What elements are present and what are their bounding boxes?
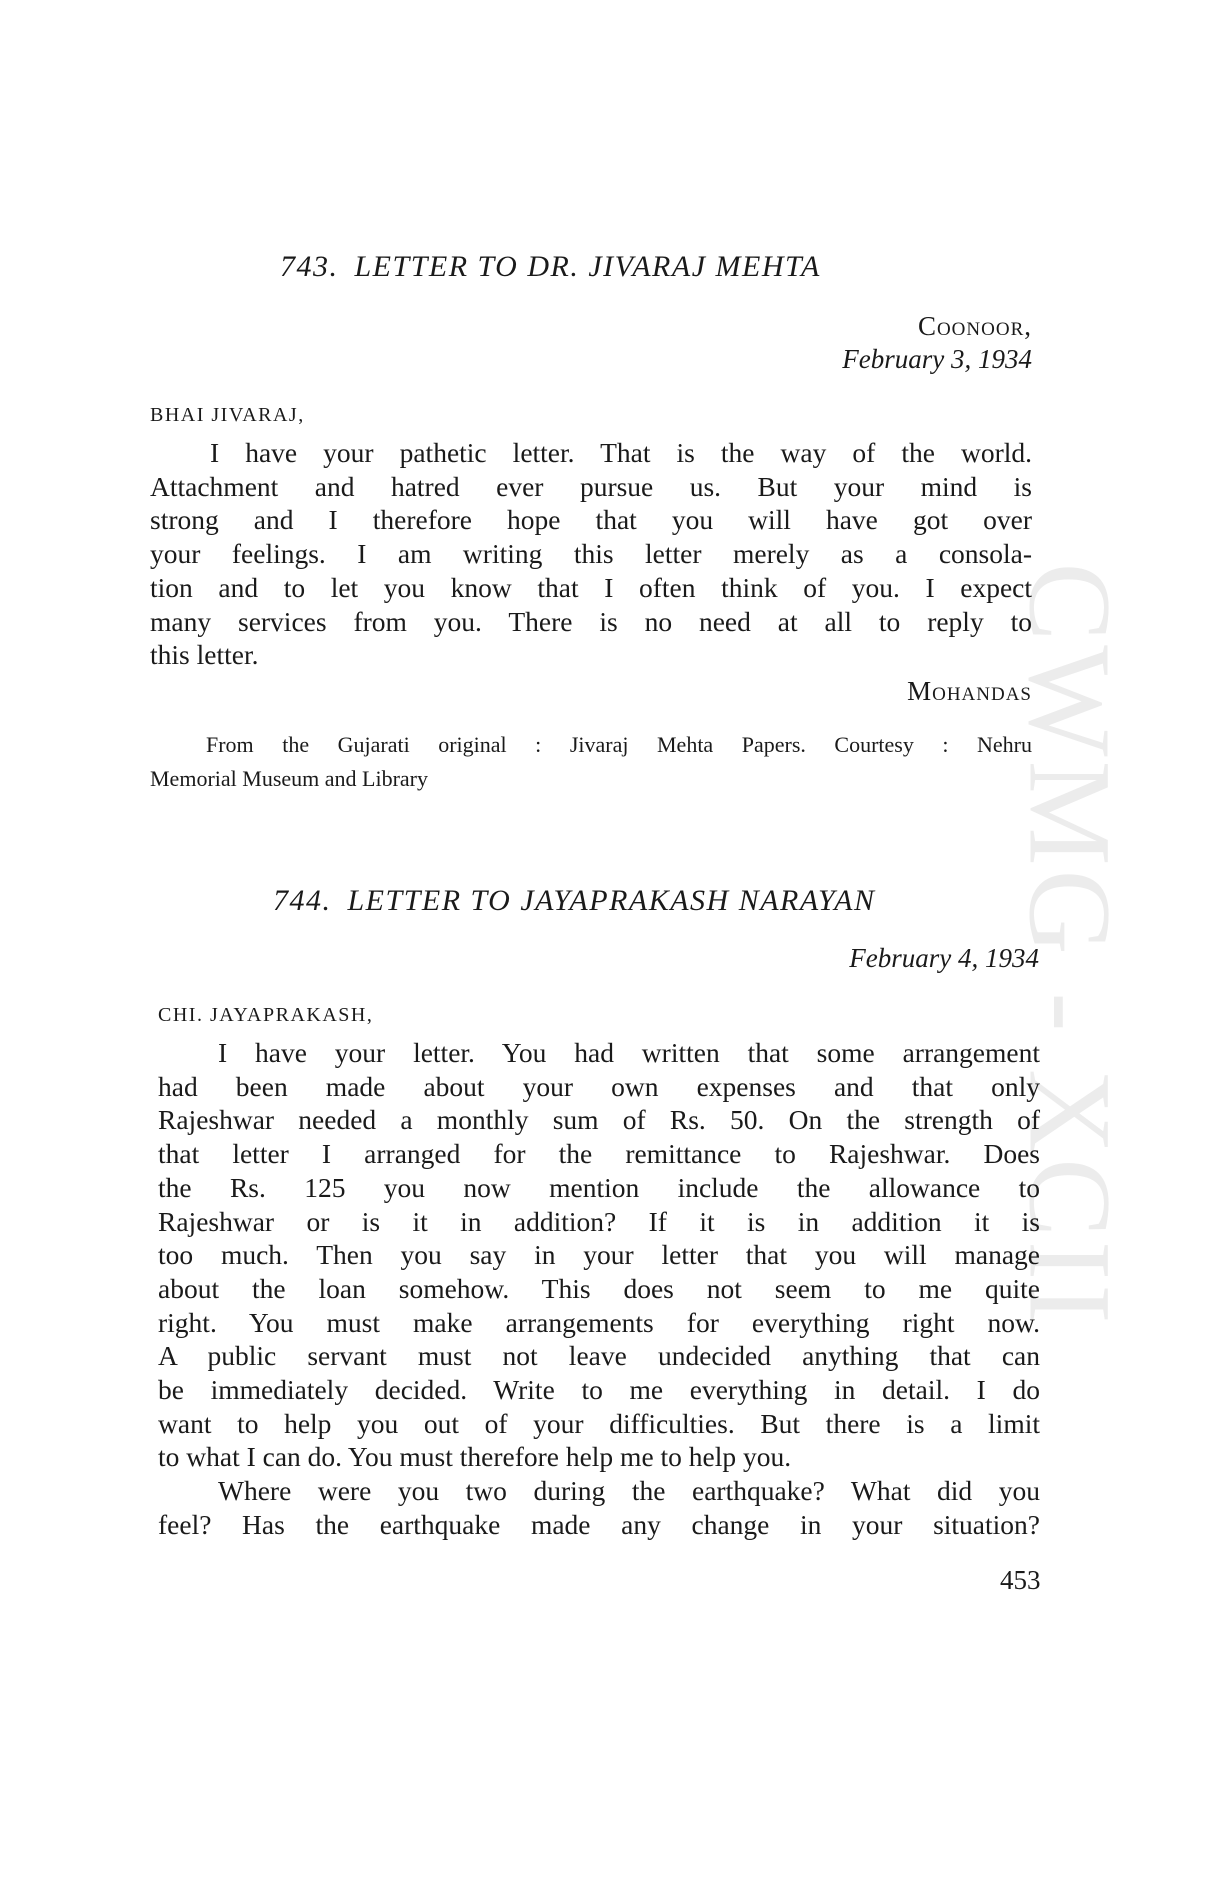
body-line: Where were you two during the earthquake? What did you (218, 1475, 1040, 1507)
body-line: feel? Has the earthquake made any change in your situation? (158, 1508, 1040, 1540)
letter-743-title: LETTER TO DR. JIVARAJ MEHTA (354, 250, 821, 283)
body-line: strong and I therefore hope that you will have got over (150, 504, 1032, 536)
letter-743-salutation: BHAI JIVARAJ, (150, 404, 305, 426)
letter-743-signature: Mohandas (907, 676, 1032, 706)
body-line: too much. Then you say in your letter that you will manage (158, 1239, 1040, 1271)
body-line: many services from you. There is no need at all to reply to (150, 605, 1032, 637)
body-line: the Rs. 125 you now mention include the allowance to (158, 1171, 1040, 1203)
body-line: that letter I arranged for the remittance to Rajeshwar. Does (158, 1138, 1040, 1170)
letter-744-heading (273, 884, 875, 918)
body-line: I have your letter. You had written that some arrangement (218, 1037, 1040, 1068)
letter-743-body (150, 436, 1032, 672)
body-line: had been made about your own expenses and that only (158, 1070, 1040, 1102)
watermark-text: CWMG - XCII (1005, 562, 1136, 1328)
letter-744-salutation: CHI. JAYAPRAKASH, (158, 1004, 374, 1026)
letter-744-date: February 4, 1934 (849, 943, 1039, 973)
letter-744-number: 744. (273, 884, 332, 917)
page-number: 453 (1000, 1565, 1041, 1595)
body-line: to what I can do. You must therefore help me to help you. (158, 1441, 792, 1473)
letter-743-source-note (150, 728, 1032, 795)
body-line: Rajeshwar needed a monthly sum of Rs. 50. On the strength of (158, 1104, 1040, 1136)
body-line: want to help you out of your difficulties. But there is a limit (158, 1407, 1040, 1439)
body-line: tion and to let you know that I often think of you. I expect (150, 571, 1032, 603)
body-line: right. You must make arrangements for everything right now. (158, 1306, 1040, 1338)
body-line: Rajeshwar or is it in addition? If it is in addition it is (158, 1205, 1040, 1237)
letter-743-heading (280, 250, 821, 284)
letter-743-number: 743. (280, 250, 339, 283)
body-line: Attachment and hatred ever pursue us. But your mind is (150, 470, 1032, 502)
body-line: this letter. (150, 639, 259, 671)
letter-744-body (158, 1036, 1040, 1542)
source-line: From the Gujarati original : Jivaraj Mehta Papers. Courtesy : Nehru (206, 732, 1032, 757)
letter-743-place: Coonoor, (917, 311, 1032, 341)
body-line: I have your pathetic letter. That is the way of the world. (210, 437, 1032, 468)
body-line: about the loan somehow. This does not seem to me quite (158, 1272, 1040, 1304)
body-line: A public servant must not leave undecided anything that can (158, 1340, 1040, 1372)
source-line: Memorial Museum and Library (150, 765, 428, 791)
body-line: your feelings. I am writing this letter merely as a consola- (150, 538, 1032, 570)
body-line: be immediately decided. Write to me everything in detail. I do (158, 1374, 1040, 1406)
letter-744-title: LETTER TO JAYAPRAKASH NARAYAN (347, 884, 876, 917)
letter-743-date: February 3, 1934 (842, 344, 1032, 374)
